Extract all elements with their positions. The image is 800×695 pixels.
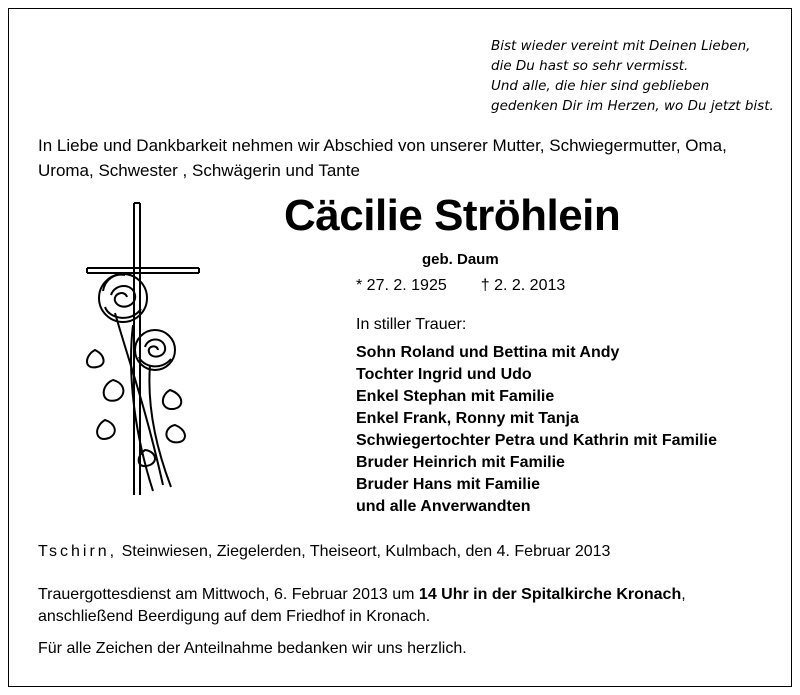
burial-line: anschließend Beerdigung auf dem Friedhof in Kronach. [38, 608, 431, 625]
intro-line: In Liebe und Dankbarkeit nehmen wir Abschied von unserer Mutter, Schwiegermutter, Oma, [38, 136, 727, 155]
mourner-entry: Sohn Roland und Bettina mit Andy [356, 344, 620, 361]
cross-with-roses-icon [75, 195, 205, 500]
mourner-entry: Bruder Hans mit Familie [356, 476, 541, 493]
place-and-date [38, 541, 610, 563]
funeral-service-info [38, 584, 788, 628]
maiden-name: geb. Daum [422, 251, 499, 268]
intro-text [38, 133, 778, 183]
mourner-entry: Bruder Heinrich mit Familie [356, 454, 565, 471]
place-date-rest: Steinwiesen, Ziegelerden, Theiseort, Kulmbach, den 4. Februar 2013 [117, 543, 611, 560]
service-line [38, 584, 788, 606]
life-dates [356, 275, 565, 297]
intro-line: Uroma, Schwester , Schwägerin und Tante [38, 161, 360, 180]
mourner-entry: Tochter Ingrid und Udo [356, 366, 532, 383]
death-date: † 2. 2. 2013 [480, 277, 566, 294]
mourner-entry: Schwiegertochter Petra und Kathrin mit Familie [356, 432, 717, 449]
mourner-entry: und alle Anverwandten [356, 498, 531, 515]
birth-date: * 27. 2. 1925 [356, 277, 447, 294]
mourner-entry: Enkel Frank, Ronny mit Tanja [356, 410, 579, 427]
mourners-list [356, 342, 717, 518]
poem-line: die Du hast so sehr vermisst. [491, 58, 689, 74]
mourners-label: In stiller Trauer: [356, 316, 467, 333]
service-time-location: 14 Uhr in der Spitalkirche Kronach [418, 586, 682, 603]
service-text: Trauergottesdienst am Mittwoch, 6. Februar 2013 um [38, 586, 419, 603]
mourner-entry: Enkel Stephan mit Familie [356, 388, 555, 405]
poem-line: Bist wieder vereint mit Deinen Lieben, [491, 38, 751, 54]
poem-line: gedenken Dir im Herzen, wo Du jetzt bist. [491, 98, 774, 114]
deceased-name: Cäcilie Ströhlein [284, 191, 621, 240]
thanks-text: Für alle Zeichen der Anteilnahme bedanken wir uns herzlich. [38, 640, 467, 657]
town-name: Tschirn, [38, 543, 118, 560]
poem [491, 36, 781, 116]
service-comma: , [681, 586, 686, 603]
poem-line: Und alle, die hier sind geblieben [491, 78, 710, 94]
